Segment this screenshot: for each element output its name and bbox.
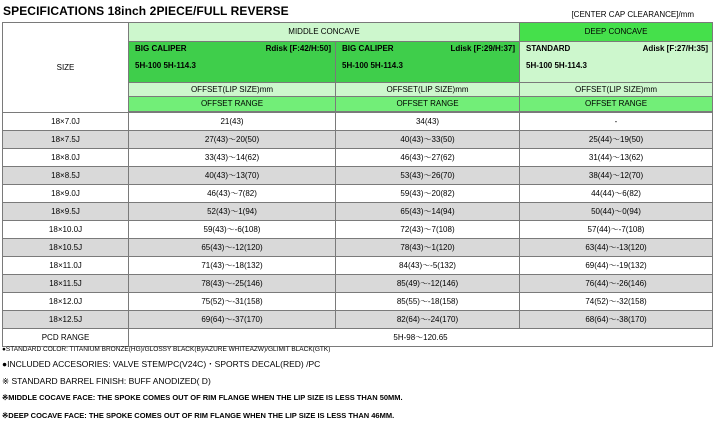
offset-cell: 63(44)〜-13(120) [520,239,713,257]
offset-cell: 21(43) [129,113,336,131]
offset-cell: 76(44)〜-26(146) [520,275,713,293]
offset-cell: 75(52)〜-31(158) [129,293,336,311]
page-title: SPECIFICATIONS 18inch 2PIECE/FULL REVERSE [3,4,289,18]
offset-cell: 33(43)〜14(62) [129,149,336,167]
size-cell: 18×7.5J [3,131,129,149]
col2-spec [336,42,520,83]
offset-cell: 84(43)〜-5(132) [336,257,520,275]
offset-cell: 34(43) [336,113,520,131]
col2-disk: Ldisk [F:29/H:37] [450,44,516,53]
notes-section [2,344,714,425]
note-standard-color: ●STANDARD COLOR: TITANIUM BRONZE(HG)/GLOSSY BLACK(B)/AZURE WHITEAZW)/GLIMIT BLACK(GTK) [2,346,331,353]
col2-pcd: 5H-100 5H-114.3 [342,61,403,70]
col2-name: BIG CALIPER [342,44,394,53]
offset-cell: 50(44)〜0(94) [520,203,713,221]
offset-cell: 74(52)〜-32(158) [520,293,713,311]
offset-lip-label: OFFSET(LIP SIZE)mm [336,83,520,97]
col3-name: STANDARD [526,44,571,53]
offset-range-label: OFFSET RANGE [520,97,713,112]
col1-disk: Rdisk [F:42/H:50] [265,44,331,53]
col3-disk: Adisk [F:27/H:35] [642,44,709,53]
offset-cell: 59(43)〜-6(108) [129,221,336,239]
offset-cell: 69(64)〜-37(170) [129,311,336,329]
offset-cell: 38(44)〜12(70) [520,167,713,185]
offset-range-label: OFFSET RANGE [129,97,336,112]
offset-cell: 72(43)〜7(108) [336,221,520,239]
col1-spec [129,42,336,83]
offset-cell: 53(43)〜26(70) [336,167,520,185]
note-deep-concave: ※DEEP COCAVE FACE: THE SPOKE COMES OUT OF RIM FLANGE WHEN THE LIP SIZE IS LESS THAN 46MM. [2,411,395,420]
offset-lip-label: OFFSET(LIP SIZE)mm [520,83,713,97]
cap-clearance-note: [CENTER CAP CLEARANCE]/mm [571,10,694,19]
pcd-range-value: 5H-98〜120.65 [129,329,713,347]
size-cell: 18×11.0J [3,257,129,275]
offset-cell: 44(44)〜6(82) [520,185,713,203]
pcd-range-label: PCD RANGE [3,329,129,347]
offset-cell: 52(43)〜1(94) [129,203,336,221]
offset-cell: 57(44)〜-7(108) [520,221,713,239]
offset-cell: 78(43)〜1(120) [336,239,520,257]
note-middle-concave: ※MIDDLE COCAVE FACE: THE SPOKE COMES OUT OF RIM FLANGE WHEN THE LIP SIZE IS LESS THAN 50MM. [2,393,403,402]
offset-cell: 85(55)〜-18(158) [336,293,520,311]
col3-spec [520,42,713,83]
size-cell: 18×7.0J [3,113,129,131]
col3-pcd: 5H-100 5H-114.3 [526,61,587,70]
middle-concave-header: MIDDLE CONCAVE [129,23,520,42]
offset-lip-label: OFFSET(LIP SIZE)mm [129,83,336,97]
size-header: SIZE [3,23,129,113]
size-cell: 18×12.0J [3,293,129,311]
offset-cell: 68(64)〜-38(170) [520,311,713,329]
offset-cell: 65(43)〜14(94) [336,203,520,221]
offset-cell: 27(43)〜20(50) [129,131,336,149]
offset-cell: 78(43)〜-25(146) [129,275,336,293]
offset-cell: 65(43)〜-12(120) [129,239,336,257]
note-accessories: ●INCLUDED ACCESORIES: VALVE STEM/PC(V24C)・SPORTS DECAL(RED) /PC [2,359,321,369]
offset-cell: 46(43)〜27(62) [336,149,520,167]
offset-cell: 82(64)〜-24(170) [336,311,520,329]
size-cell: 18×10.0J [3,221,129,239]
size-cell: 18×12.5J [3,311,129,329]
col1-name: BIG CALIPER [135,44,187,53]
offset-cell: 40(43)〜33(50) [336,131,520,149]
note-barrel-finish: ※ STANDARD BARREL FINISH: BUFF ANODIZED( D) [2,376,211,386]
offset-range-label: OFFSET RANGE [336,97,520,112]
offset-cell: 69(44)〜-19(132) [520,257,713,275]
size-cell: 18×8.0J [3,149,129,167]
size-cell: 18×8.5J [3,167,129,185]
offset-cell: 85(49)〜-12(146) [336,275,520,293]
offset-cell: 25(44)〜19(50) [520,131,713,149]
size-cell: 18×11.5J [3,275,129,293]
offset-cell: 40(43)〜13(70) [129,167,336,185]
offset-cell: 31(44)〜13(62) [520,149,713,167]
size-cell: 18×10.5J [3,239,129,257]
offset-cell: - [520,113,713,131]
size-cell: 18×9.0J [3,185,129,203]
offset-cell: 71(43)〜-18(132) [129,257,336,275]
deep-concave-header: DEEP CONCAVE [520,23,713,42]
offset-cell: 46(43)〜7(82) [129,185,336,203]
col1-pcd: 5H-100 5H-114.3 [135,61,196,70]
spec-table [2,22,713,347]
offset-cell: 59(43)〜20(82) [336,185,520,203]
size-cell: 18×9.5J [3,203,129,221]
